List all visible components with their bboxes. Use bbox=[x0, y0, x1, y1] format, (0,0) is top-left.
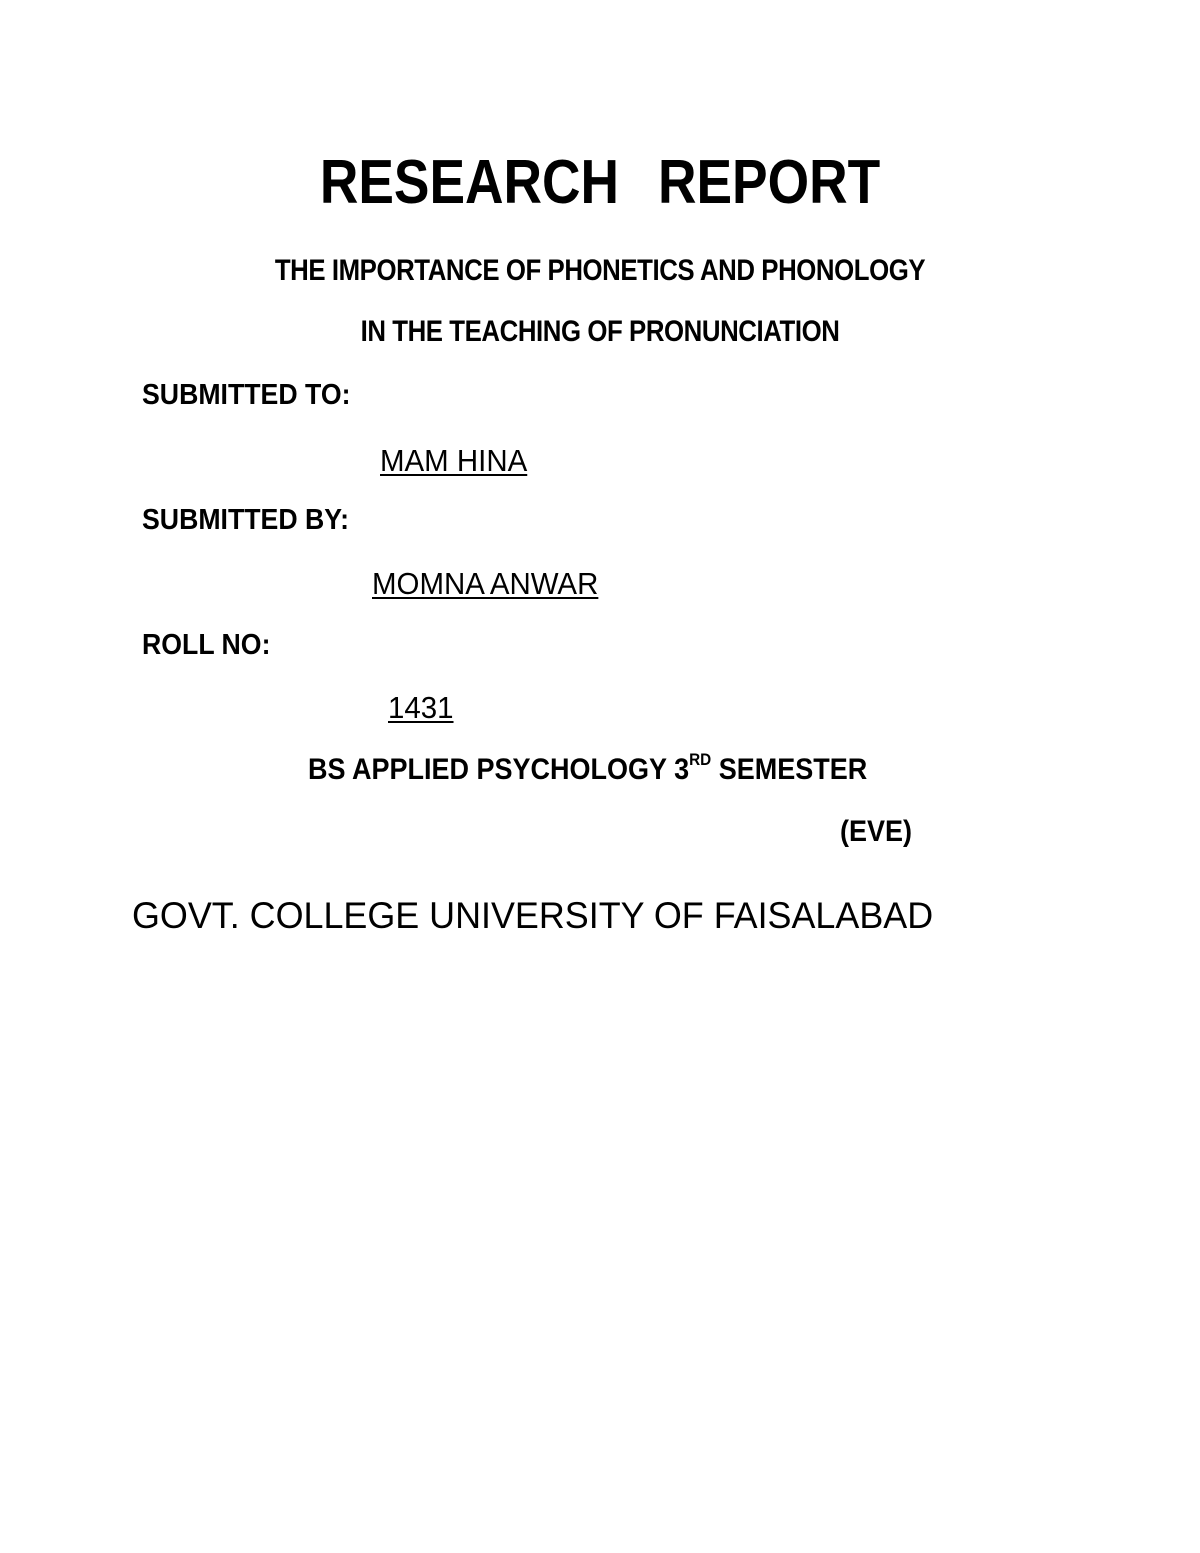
report-title: RESEARCH REPORT bbox=[319, 148, 881, 217]
topic-line-1: THE IMPORTANCE OF PHONETICS AND PHONOLOGY bbox=[274, 254, 926, 287]
submitted-to-label: SUBMITTED TO: bbox=[142, 379, 351, 411]
topic-line-2: IN THE TEACHING OF PRONUNCIATION bbox=[360, 315, 840, 348]
roll-no-label: ROLL NO: bbox=[142, 629, 271, 661]
program-suffix: SEMESTER bbox=[711, 753, 868, 786]
university-name: GOVT. COLLEGE UNIVERSITY OF FAISALABAD bbox=[132, 895, 934, 936]
program-superscript: RD bbox=[689, 750, 712, 769]
shift-label: (EVE) bbox=[840, 815, 913, 848]
submitted-by-value: MOMNA ANWAR bbox=[372, 566, 599, 601]
program-prefix: BS APPLIED PSYCHOLOGY 3 bbox=[308, 753, 690, 786]
submitted-by-label: SUBMITTED BY: bbox=[142, 504, 350, 536]
submitted-to-value: MAM HINA bbox=[380, 443, 528, 478]
roll-no-value: 1431 bbox=[388, 690, 454, 725]
program-line bbox=[308, 750, 868, 786]
